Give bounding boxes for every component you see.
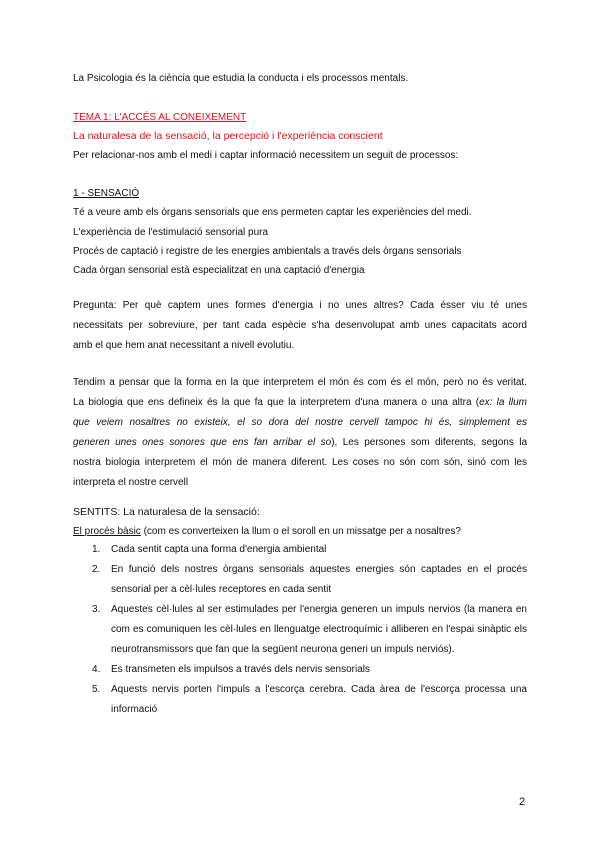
process-step — [84, 560, 527, 600]
question-line: Pregunta: Per què captem unes formes d'energia i no unes altres? Cada ésser viu té unes — [73, 300, 527, 311]
step-text: Aquests nervis porten l'impuls a l'escorça cerebra. Cada àrea de l'escorça processa una informació — [111, 684, 527, 715]
reflection-line: interpreta el nostre cervell — [73, 477, 189, 488]
process-question: (com es converteixen la llum o el soroll en un missatge per a nosaltres? — [140, 526, 461, 537]
reflection-text: La biologia que ens defineix és la que fa que la interpretem d'una manera o una altra ( — [73, 397, 480, 408]
topic-title: TEMA 1: L'ACCÉS AL CONEIXEMENT — [73, 112, 247, 123]
section1-heading: 1 - SENSACIÓ — [73, 188, 140, 199]
senses-heading: SENTITS: La naturalesa de la sensació: — [73, 506, 260, 518]
process-label: El procés bàsic — [73, 526, 141, 537]
process-line — [73, 525, 461, 538]
reflection-italic: ex: la llum — [479, 397, 528, 408]
section1-line: L'experiència de l'estimulació sensorial pura — [73, 227, 269, 238]
question-paragraph — [73, 296, 527, 356]
reflection-line: Tendim a pensar que la forma en la que interpretem el món és com és el món, però no és veritat. — [73, 377, 527, 388]
topic-subtitle: La naturalesa de la sensació, la percepció i l'experiència conscient — [73, 130, 383, 142]
step-text: En funció dels nostres òrgans sensorials aquestes energies són captades en el procés sensorial per a cèl·lules receptores en cada sentit — [111, 564, 527, 595]
reflection-paragraph — [73, 373, 527, 493]
process-step — [84, 680, 527, 720]
reflection-italic: generen unes ones sonores que ens fan arribar el so — [73, 437, 332, 448]
section1-line: Procés de captació i registre de les energies ambientals a través dels òrgans sensorials — [73, 246, 462, 257]
step-text: Aquestes cèl·lules al ser estimulades per l'energia generen un impuls nervios (la manera en com es comuniquen les cèl·lules en llenguatge electroquímic i alliberen en l'espai sinàptic els neurotransmissors que fan que la següent neurona generi un impuls nerviós). — [111, 604, 527, 655]
reflection-text: ), Les persones som diferents, segons la — [331, 437, 527, 448]
question-line: amb el que hem anat necessitant a nivell evolutiu. — [73, 340, 295, 351]
step-text: Cada sentit capta una forma d'energia ambiental — [111, 544, 327, 555]
reflection-line — [73, 393, 527, 413]
reflection-line — [73, 433, 527, 453]
intro-text: La Psicologia és la ciència que estudia la conducta i els processos mentals. — [73, 73, 409, 84]
process-steps-list — [84, 540, 527, 720]
question-line: necessitats per sobreviure, per tant cada espècie s'ha desenvolupat amb unes capacitats acord — [73, 320, 527, 331]
reflection-italic: que veiem nosaltres no existeix, el so dora del nostre cervell tampoc hi és, simplement es — [73, 417, 527, 428]
process-step — [84, 600, 527, 660]
process-step — [84, 540, 527, 560]
reflection-line — [73, 413, 527, 433]
reflection-line: nostra biologia interpretem el món de manera diferent. Les coses no són com són, sinó com les — [73, 457, 527, 468]
topic-lead: Per relacionar-nos amb el medi i captar informació necessitem un seguit de processos: — [73, 150, 459, 161]
step-text: Es transmeten els impulsos a través dels nervis sensorials — [111, 664, 370, 675]
step-number: 2. — [92, 564, 101, 575]
step-number: 4. — [92, 664, 101, 675]
step-number: 5. — [92, 684, 101, 695]
step-number: 1. — [92, 544, 101, 555]
page-number: 2 — [519, 796, 526, 808]
process-step — [84, 660, 527, 680]
section1-line: Cada òrgan sensorial està especialitzat en una captació d'energia — [73, 265, 365, 276]
step-number: 3. — [92, 604, 101, 615]
section1-line: Té a veure amb els òrgans sensorials que ens permeten captar les experiències del medi. — [73, 207, 472, 218]
